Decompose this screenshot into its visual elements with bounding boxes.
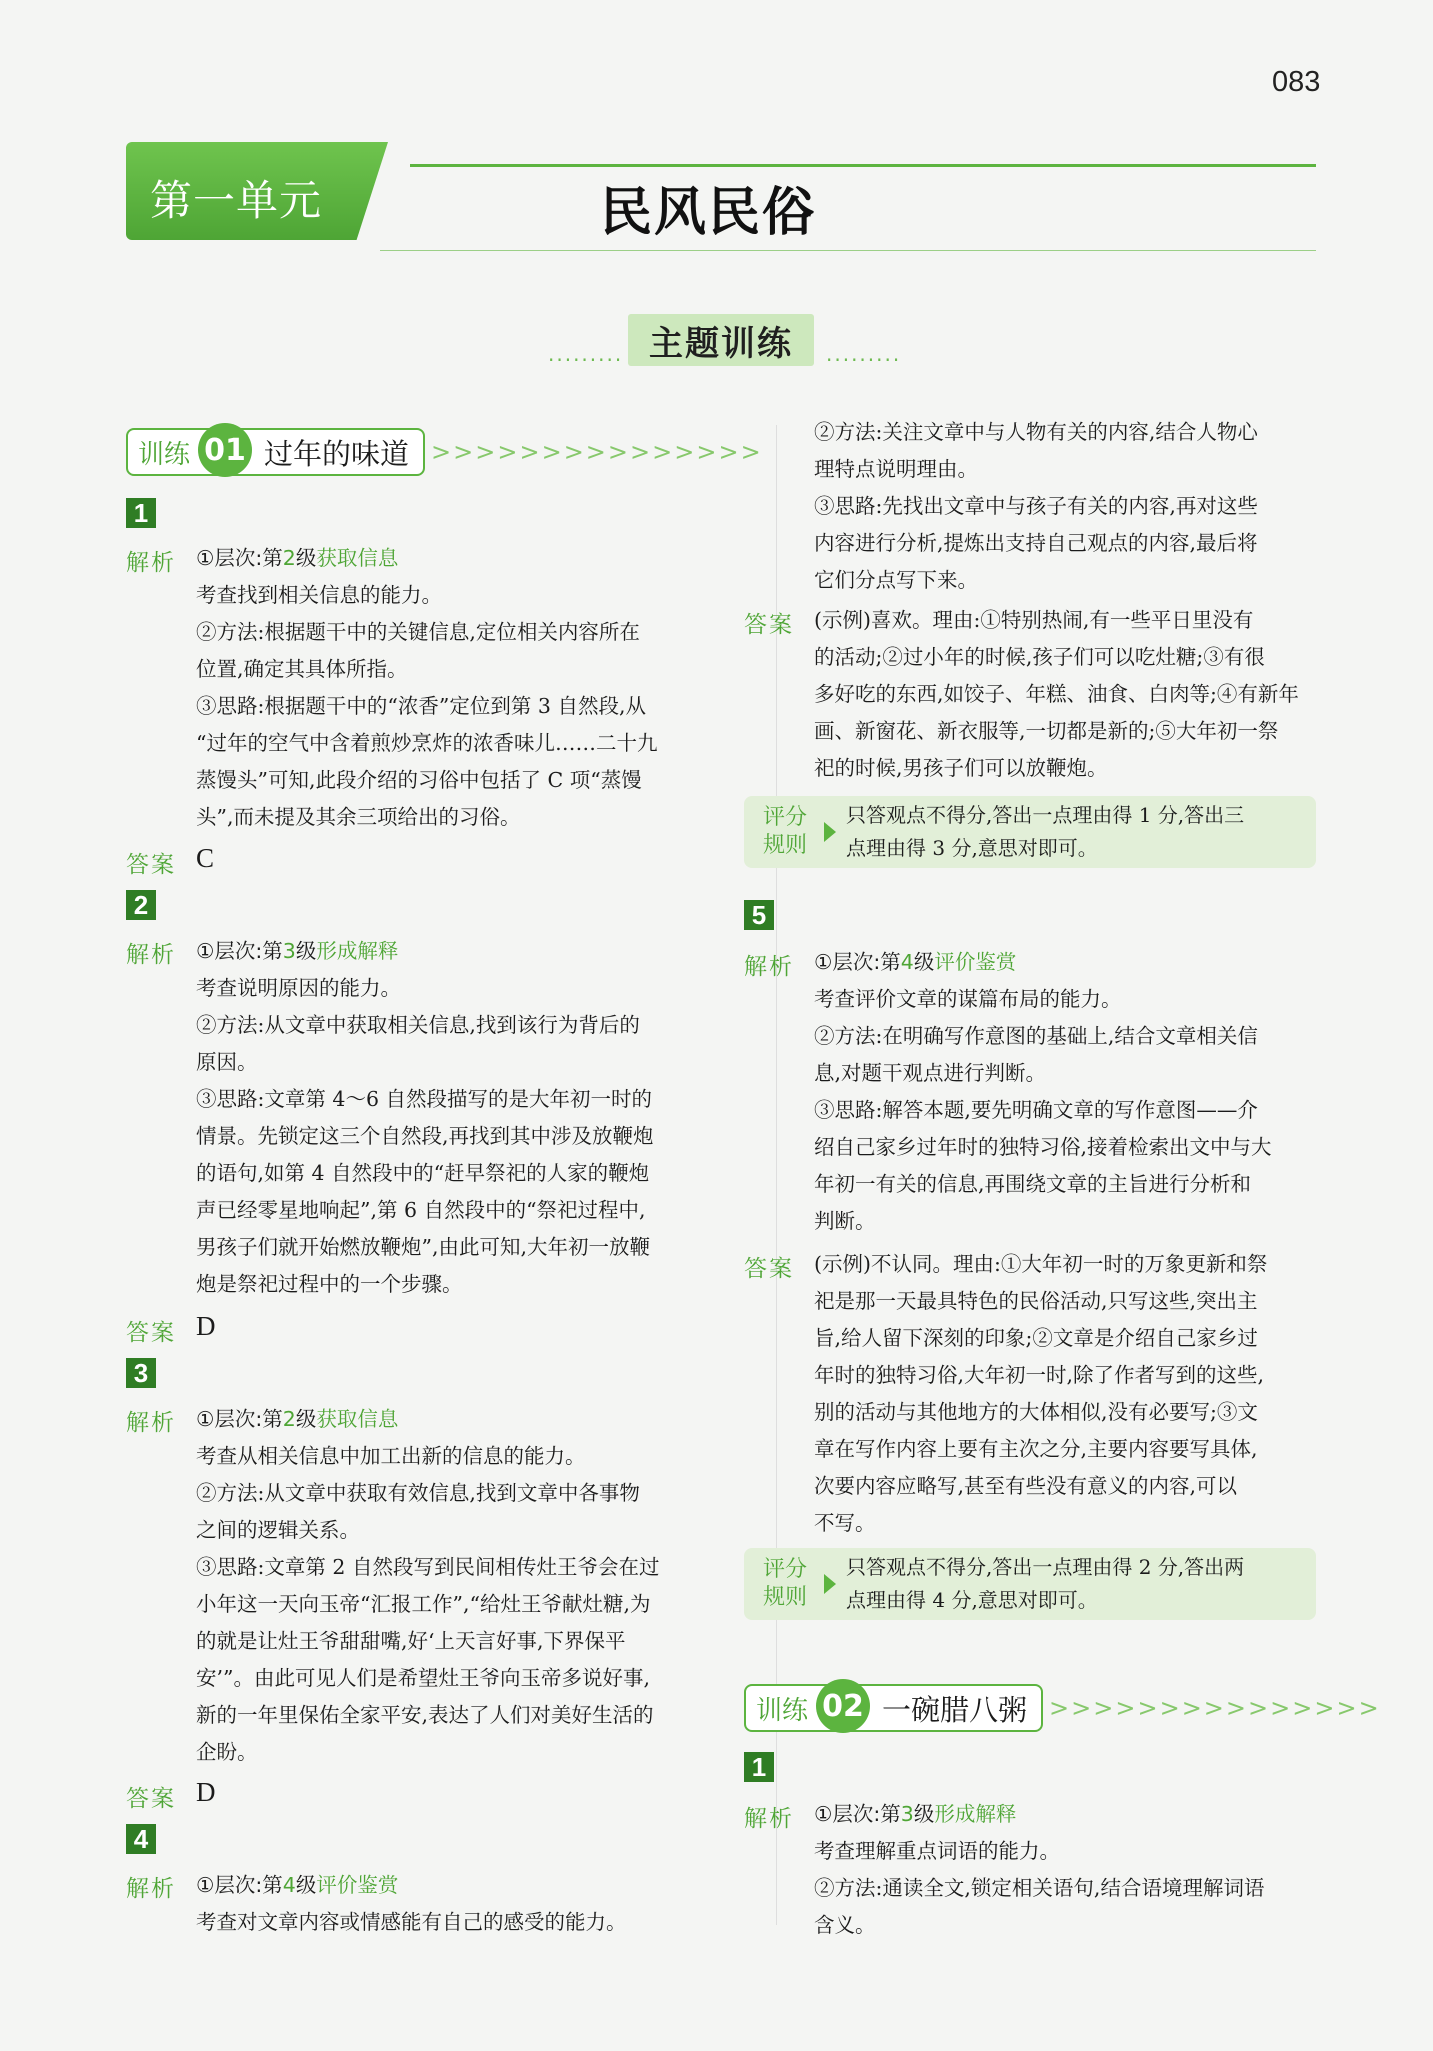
train-number: 02 — [816, 1679, 870, 1733]
train-label: 训练 — [138, 439, 191, 470]
question-number: 5 — [744, 900, 774, 930]
train-title: 一碗腊八粥 — [882, 1692, 1028, 1727]
q5-scoring-rule: 评分 规则 只答观点不得分,答出一点理由得 2 分,答出两 点理由得 4 分,意思对即可。 — [744, 1548, 1316, 1620]
jiexi-tag: 解析 — [126, 942, 176, 968]
q5-analysis: ①层次:第4级评价鉴赏 考查评价文章的谋篇布局的能力。 ②方法:在明确写作意图的基础上,结合文章相关信 息,对题干观点进行判断。 ③思路:解答本题,要先明确文章的写作意图——介 绍自己家乡过年时的独特习俗,接着检索出文中与大 年初一有关的信息,再围绕文章的主旨进行分析和 判断。 — [814, 950, 1272, 1233]
question-number: 2 — [126, 890, 156, 920]
train-arrows: >>>>>>>>>>>>>>> — [1049, 1694, 1381, 1722]
daan-tag: 答案 — [126, 1786, 176, 1812]
train-number: 01 — [198, 423, 252, 477]
question-number: 3 — [126, 1358, 156, 1388]
jiexi-tag: 解析 — [126, 1410, 176, 1436]
train-label: 训练 — [756, 1695, 809, 1726]
jiexi-tag: 解析 — [744, 954, 794, 980]
theme-dots-right: ········· — [826, 348, 902, 372]
train-02-header — [744, 1684, 1381, 1732]
train-arrows: >>>>>>>>>>>>>>> — [431, 438, 763, 466]
jiexi-tag: 解析 — [126, 1876, 176, 1902]
triangle-arrow-icon — [824, 1574, 836, 1594]
q4-analysis-continued: ②方法:关注文章中与人物有关的内容,结合人物心 理特点说明理由。 ③思路:先找出文章中与孩子有关的内容,再对这些 内容进行分析,提炼出支持自己观点的内容,最后将 它们分点写下来。 — [814, 420, 1258, 592]
triangle-arrow-icon — [824, 822, 836, 842]
q2-answer: D — [196, 1311, 216, 1341]
theme-heading: 主题训练 — [628, 314, 814, 366]
q4-analysis: ①层次:第4级评价鉴赏 考查对文章内容或情感能有自己的感受的能力。 — [196, 1873, 627, 1934]
daan-tag: 答案 — [126, 1320, 176, 1346]
train-title: 过年的味道 — [264, 436, 410, 471]
q2-analysis: ①层次:第3级形成解释 考查说明原因的能力。 ②方法:从文章中获取相关信息,找到该行为背后的 原因。 ③思路:文章第 4～6 自然段描写的是大年初一时的 情景。先锁定这三个自然段,再找到其中涉及放鞭炮 的语句,如第 4 自然段中的“赶早祭祀的人家的鞭炮 声已经零星地响起”,第 6 自然段中的“祭祀过程中, 男孩子们就开始燃放鞭炮”,由此可知,大年初一放鞭 炮是祭祀过程中的一个步骤。 — [196, 939, 654, 1296]
train-01-header — [126, 428, 763, 476]
header-rule-bottom — [380, 250, 1316, 251]
q1-analysis: ①层次:第2级获取信息 考查找到相关信息的能力。 ②方法:根据题干中的关键信息,定位相关内容所在 位置,确定其具体所指。 ③思路:根据题干中的“浓香”定位到第 3 自然段,从 “过年的空气中含着煎炒烹炸的浓香味儿……二十九 蒸馒头”可知,此段介绍的习俗中包括了 C 项“蒸馒 头”,而未提及其余三项给出的习俗。 — [196, 546, 658, 829]
question-number: 4 — [126, 1824, 156, 1854]
unit-title: 民风民俗 — [600, 182, 817, 243]
q1-answer: C — [196, 843, 215, 873]
jiexi-tag: 解析 — [744, 1806, 794, 1832]
q3-analysis: ①层次:第2级获取信息 考查从相关信息中加工出新的信息的能力。 ②方法:从文章中获取有效信息,找到文章中各事物 之间的逻辑关系。 ③思路:文章第 2 自然段写到民间相传灶王爷会在过 小年这一天向玉帝“汇报工作”,“给灶王爷献灶糖,为 的就是让灶王爷甜甜嘴,好‘上天言好事,下界保平 安’”。由此可见人们是希望灶王爷向玉帝多说好事, 新的一年里保佑全家平安,表达了人们对美好生活的 企盼。 — [196, 1407, 660, 1764]
q4-scoring-rule: 评分 规则 只答观点不得分,答出一点理由得 1 分,答出三 点理由得 3 分,意思对即可。 — [744, 796, 1316, 868]
header-rule-top — [410, 164, 1316, 167]
t2q1-analysis: ①层次:第3级形成解释 考查理解重点词语的能力。 ②方法:通读全文,锁定相关语句,结合语境理解词语 含义。 — [814, 1802, 1265, 1937]
jiexi-tag: 解析 — [126, 550, 176, 576]
daan-tag: 答案 — [744, 1256, 794, 1282]
daan-tag: 答案 — [744, 612, 794, 638]
question-number: 1 — [744, 1752, 774, 1782]
page-number: 083 — [1272, 66, 1321, 98]
train-01-badge — [126, 428, 425, 476]
q4-answer: (示例)喜欢。理由:①特别热闹,有一些平日里没有 的活动;②过小年的时候,孩子们可以吃灶糖;③有很 多好吃的东西,如饺子、年糕、油食、白肉等;④有新年 画、新窗花、新衣服等,一切都是新的;⑤大年初一祭 祀的时候,男孩子们可以放鞭炮。 — [814, 608, 1299, 780]
theme-dots-left: ········· — [548, 348, 624, 372]
q3-answer: D — [196, 1777, 216, 1807]
question-number: 1 — [126, 498, 156, 528]
train-02-badge — [744, 1684, 1043, 1732]
daan-tag: 答案 — [126, 852, 176, 878]
unit-label: 第一单元 — [150, 176, 323, 225]
q5-answer: (示例)不认同。理由:①大年初一时的万象更新和祭 祀是那一天最具特色的民俗活动,只写这些,突出主 旨,给人留下深刻的印象;②文章是介绍自己家乡过 年时的独特习俗,大年初一时,除了作者写到的这些, 别的活动与其他地方的大体相似,没有必要写;③文 章在写作内容上要有主次之分,主要内容要写具体, 次要内容应略写,甚至有些没有意义的内容,可以 不写。 — [814, 1252, 1268, 1535]
